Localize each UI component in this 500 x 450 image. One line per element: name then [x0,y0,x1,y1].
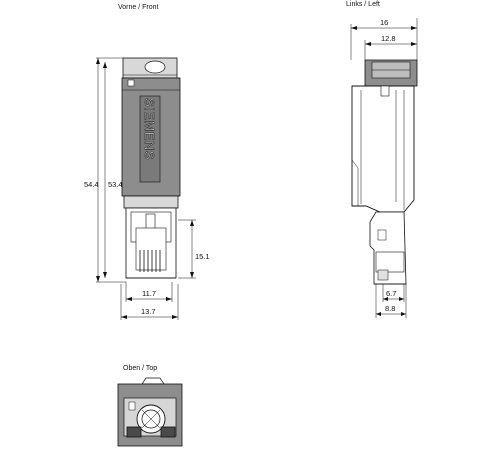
front-contact-block [136,228,166,270]
dim-outer-width: 13.7 [141,307,156,316]
dim-body-height: 53.4 [108,180,123,189]
top-left-notch [127,427,141,437]
front-indicator-square [128,80,134,86]
front-brand-text: SIEMENS [142,98,157,161]
dim-side-head-width: 12.8 [381,34,396,43]
dim-inner-width: 11.7 [142,289,157,298]
top-tab [142,378,164,384]
top-view [118,365,182,446]
left-view [346,1,417,318]
front-cap-hole [145,61,165,73]
side-indicator [381,86,389,96]
side-body [352,86,414,212]
top-right-notch [161,427,175,437]
front-latch [124,196,178,208]
dim-overall-height: 54.4 [84,180,99,189]
front-view-title: Vorne / Front [118,4,159,11]
dim-side-plug-width-b: 8.8 [385,304,396,313]
dim-side-plug-width-a: 6.7 [386,289,397,298]
left-view-title: Links / Left [346,1,380,8]
front-view [84,4,210,320]
top-view-title: Oben / Top [123,365,158,372]
dim-plug-height: 15.1 [195,252,210,261]
dim-side-total-width: 16 [380,18,389,27]
